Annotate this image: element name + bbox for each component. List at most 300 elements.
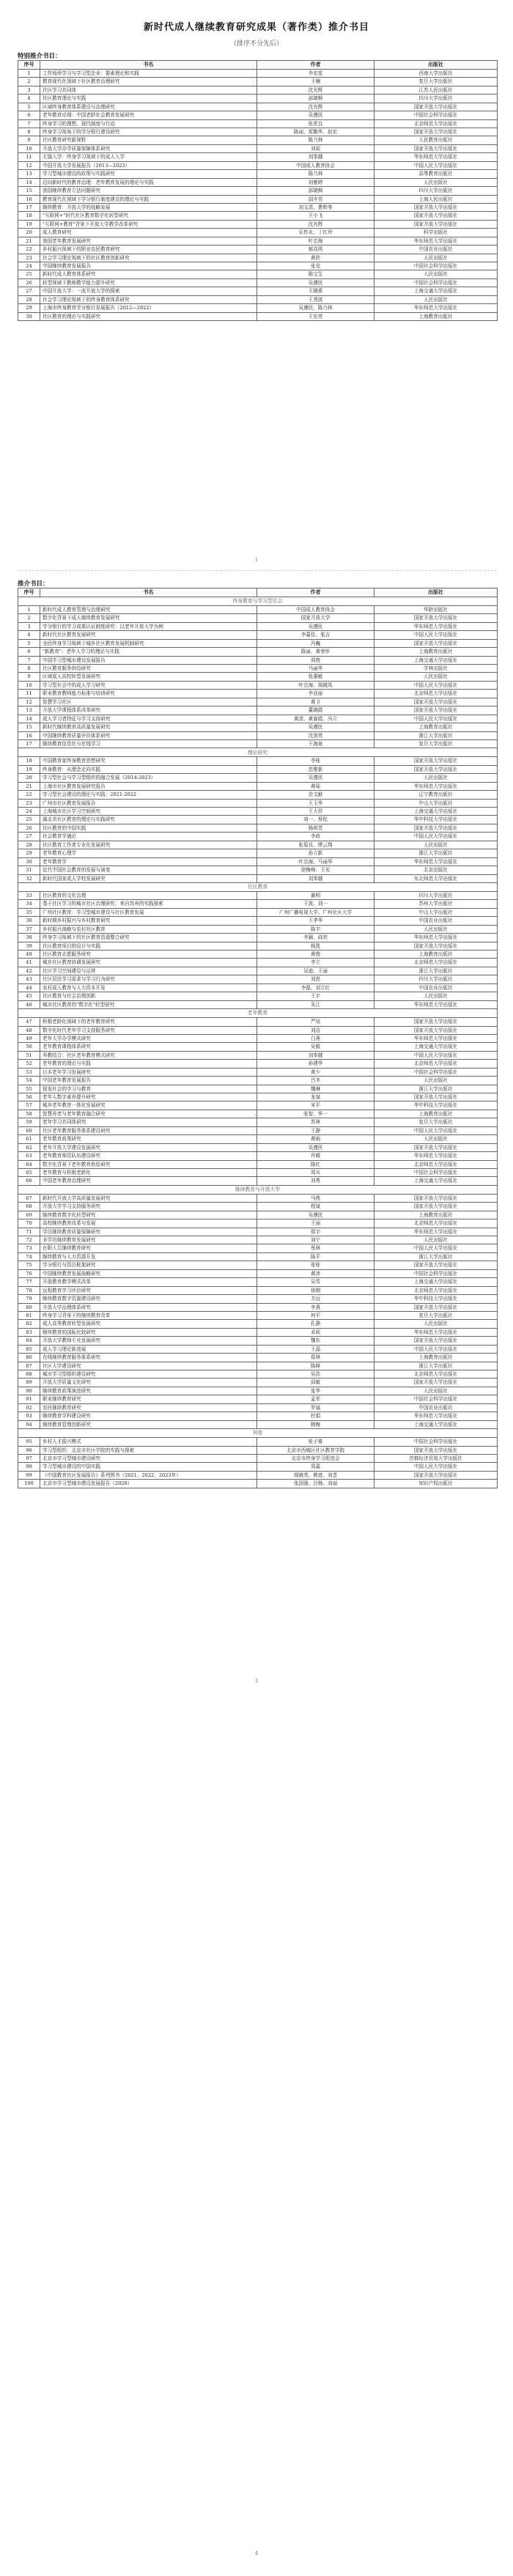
- book-title: 老年教育与积极老龄化: [40, 1168, 257, 1176]
- book-title: 新时代开放大学高质量发展研究: [40, 1194, 257, 1202]
- table-row: [18, 639, 498, 647]
- row-number: 10: [18, 144, 40, 152]
- book-author: 龙斌: [257, 1093, 374, 1101]
- book-author: 胡晓英、韩进、刘晋: [257, 1471, 374, 1479]
- book-title: 社区教育的中国实践: [40, 824, 257, 832]
- book-title: 区域终身教育体系建设与治理研究: [40, 103, 257, 111]
- book-author: 严培: [257, 1018, 374, 1026]
- book-author: 吴迪、王丽: [257, 967, 374, 975]
- book-title: 中国继续教育质量评价体系研究: [40, 731, 257, 739]
- row-number: 28: [18, 295, 40, 303]
- book-author: 李燕: [257, 1303, 374, 1311]
- special-table-wrap: [18, 60, 497, 321]
- row-number: 34: [18, 900, 40, 908]
- table-row: [18, 161, 498, 169]
- book-title: 在线继续教育服务体系研究: [40, 1354, 257, 1362]
- table-row: [18, 681, 498, 689]
- book-publisher: 华中科技大学出版社: [374, 816, 498, 824]
- book-author: 冯巍: [257, 639, 374, 647]
- book-publisher: 华东师范大学出版社: [374, 1412, 498, 1420]
- book-publisher: 中国人民大学出版社: [374, 1126, 498, 1134]
- table-row: [18, 103, 498, 111]
- book-author: 孟军: [257, 1395, 374, 1403]
- book-title: 终身学习的理想、现代制度与行动: [40, 119, 257, 128]
- row-number: 83: [18, 1328, 40, 1336]
- book-author: 陈峰: [257, 1362, 374, 1370]
- row-number: 94: [18, 1420, 40, 1428]
- book-author: 王孝华: [257, 917, 374, 925]
- row-number: 22: [18, 791, 40, 799]
- book-publisher: 国家开放大学出版社: [374, 765, 498, 773]
- book-publisher: 北京出版社: [374, 866, 498, 874]
- book-publisher: 国家开放大学出版社: [374, 698, 498, 706]
- book-author: 刘洁: [257, 1026, 374, 1034]
- row-number: 98: [18, 1463, 40, 1471]
- book-author: 吴遵民: [257, 723, 374, 731]
- row-number: 24: [18, 808, 40, 816]
- book-author: 张惠敏: [257, 673, 374, 681]
- table-row: [18, 799, 498, 807]
- book-author: 刘奉越: [257, 1051, 374, 1059]
- row-number: 88: [18, 1370, 40, 1379]
- book-title: 继续教育信息化与在线学习: [40, 739, 257, 748]
- book-author: 叶忠海、胡晓凤: [257, 681, 374, 689]
- book-author: 陈乃林: [257, 136, 374, 144]
- row-number: 29: [18, 849, 40, 857]
- table-row: [18, 212, 498, 220]
- row-number: 11: [18, 153, 40, 161]
- row-number: 72: [18, 1236, 40, 1244]
- table-row: [18, 278, 498, 287]
- row-number: 56: [18, 1093, 40, 1101]
- book-publisher: 上海教育出版社: [374, 312, 498, 320]
- row-number: 12: [18, 698, 40, 706]
- book-author: 杜娟: [257, 1412, 374, 1420]
- book-title: 终身学习背景下的继续教育改革: [40, 1311, 257, 1319]
- book-title: 老年教育师资队伍建设研究: [40, 1152, 257, 1160]
- book-title: 中国教育家终身教育思想研究: [40, 757, 257, 765]
- book-publisher: 中国社会科学出版社: [374, 1068, 498, 1076]
- book-title: 日本老年学习发展研究: [40, 1068, 257, 1076]
- row-number: 82: [18, 1320, 40, 1328]
- row-number: 55: [18, 1085, 40, 1093]
- book-author: 李磊、刘立红: [257, 983, 374, 992]
- table-row: [18, 1354, 498, 1362]
- row-number: 2: [18, 78, 40, 86]
- book-title: 银发社会的学习与教育: [40, 1085, 257, 1093]
- row-number: 1: [18, 69, 40, 77]
- row-number: 27: [18, 287, 40, 295]
- col-header-number: 序号: [18, 588, 40, 597]
- table-row: [18, 229, 498, 237]
- book-title: 学分银行与资历框架研究: [40, 1261, 257, 1269]
- table-row: [18, 1060, 498, 1068]
- book-publisher: 西南大学出版社: [374, 69, 498, 77]
- book-author: 周兵: [257, 1168, 374, 1176]
- book-publisher: 上海人民出版社: [374, 195, 498, 203]
- row-number: 84: [18, 1337, 40, 1345]
- row-number: 9: [18, 136, 40, 144]
- col-header-number: 序号: [18, 61, 40, 70]
- row-number: 81: [18, 1311, 40, 1319]
- book-publisher: 国家开放大学出版社: [374, 1018, 498, 1026]
- book-title: 上海市终身教育学分银行发展报告（2012—2022）: [40, 304, 257, 312]
- book-author: 刘文清、曹辉等: [257, 203, 374, 211]
- book-title: 城乡社区教育协调发展研究: [40, 959, 257, 967]
- table-row: [18, 1152, 498, 1160]
- book-author: 北京市终身学习促进会: [257, 1454, 374, 1462]
- row-number: 52: [18, 1060, 40, 1068]
- table-row: [18, 715, 498, 723]
- table-row: [18, 78, 498, 86]
- table-row: [18, 765, 498, 773]
- row-number: 26: [18, 278, 40, 287]
- book-publisher: 四川大学出版社: [374, 187, 498, 195]
- book-title: 社区教育服务供给研究: [40, 665, 257, 673]
- table-row: [18, 1387, 498, 1395]
- book-publisher: 浙江大学出版社: [374, 967, 498, 975]
- book-author: 刘勇: [257, 1177, 374, 1185]
- recommended-table-wrap: [18, 588, 497, 1488]
- row-number: 46: [18, 1000, 40, 1008]
- book-author: 吴浩: [257, 1370, 374, 1379]
- book-publisher: 华东师范大学出版社: [374, 1328, 498, 1336]
- book-publisher: 上海教育出版社: [374, 1354, 498, 1362]
- book-title: 高校继续教育改革与发展: [40, 1219, 257, 1228]
- book-title: 老年开放大学建设发展研究: [40, 1143, 257, 1151]
- table-row: [18, 86, 498, 94]
- book-publisher: 人民出版社: [374, 295, 498, 303]
- book-title: 终身学习视域下的社区教育资源整合研究: [40, 934, 257, 942]
- book-title: 终身教育：从理念走向实践: [40, 765, 257, 773]
- book-publisher: 华东师范大学出版社: [374, 622, 498, 630]
- book-author: 王晓燕: [257, 287, 374, 295]
- table-row: [18, 1143, 498, 1151]
- book-title: 数字化背景下成人继续教育发展研究: [40, 614, 257, 622]
- book-author: 许晴: [257, 1152, 374, 1160]
- book-publisher: 上海教育出版社: [374, 1110, 498, 1118]
- book-title: 社区教育研究新视野: [40, 136, 257, 144]
- book-title: 广州市社区教育发展报告: [40, 799, 257, 807]
- table-row: [18, 254, 498, 262]
- table-row: [18, 153, 498, 161]
- book-author: 吴遵民、陈乃林: [257, 304, 374, 312]
- row-number: 30: [18, 857, 40, 866]
- book-publisher: 北京师范大学出版社: [374, 1286, 498, 1294]
- group-heading-row: [18, 597, 498, 605]
- table-row: [18, 1454, 498, 1462]
- book-title: 湖北省社区教育的理论与实践研究: [40, 816, 257, 824]
- book-publisher: 华中科技大学出版社: [374, 1101, 498, 1110]
- table-row: [18, 706, 498, 715]
- col-header-publisher: 出版社: [374, 61, 498, 70]
- book-title: 新时代成人教育管理与治理研究: [40, 605, 257, 613]
- table-row: [18, 874, 498, 882]
- book-publisher: 上海教育出版社: [374, 1211, 498, 1219]
- table-row: [18, 187, 498, 195]
- book-publisher: 中国社会科学出版社: [374, 278, 498, 287]
- book-author: 李亚丽: [257, 690, 374, 698]
- book-author: 广州广播电视大学、广州社区大学: [257, 908, 374, 916]
- book-author: 张桂: [257, 1261, 374, 1269]
- table-row: [18, 1438, 498, 1446]
- row-number: 68: [18, 1203, 40, 1211]
- table-row: [18, 1168, 498, 1176]
- book-author: 邓莉: [257, 1328, 374, 1336]
- book-title: 乡村振兴战略与农村社区教育: [40, 925, 257, 933]
- row-number: 7: [18, 119, 40, 128]
- book-publisher: 华东师范大学出版社: [374, 934, 498, 942]
- book-title: 学历继续教育质量保障研究: [40, 1228, 257, 1236]
- book-title: 我国老年教育发展研究: [40, 237, 257, 245]
- book-author: 张智、华一: [257, 1110, 374, 1118]
- group-heading: 理论研究: [18, 748, 498, 757]
- table-row: [18, 69, 498, 77]
- book-title: 智慧学习社区: [40, 698, 257, 706]
- table-row: [18, 774, 498, 782]
- book-author: 郑宇: [257, 1228, 374, 1236]
- table-row: [18, 1379, 498, 1387]
- book-author: 张子豪: [257, 1438, 374, 1446]
- book-author: 张优良: [257, 119, 374, 128]
- book-publisher: 浙江大学出版社: [374, 849, 498, 857]
- table-row: [18, 925, 498, 933]
- row-number: 18: [18, 757, 40, 765]
- book-publisher: 人民出版社: [374, 841, 498, 849]
- book-publisher: 复旦大学出版社: [374, 739, 498, 748]
- row-number: 29: [18, 304, 40, 312]
- book-author: 孔静: [257, 1320, 374, 1328]
- row-number: 26: [18, 824, 40, 832]
- book-title: 上海城市社区学习空间研究: [40, 808, 257, 816]
- book-publisher: 上海交通大学出版社: [374, 656, 498, 664]
- table-row: [18, 1303, 498, 1311]
- book-publisher: 首都经济贸易大学出版社: [374, 1454, 498, 1462]
- row-number: 23: [18, 254, 40, 262]
- table-row: [18, 1101, 498, 1110]
- row-number: 59: [18, 1118, 40, 1126]
- book-publisher: 国家开放大学出版社: [374, 1337, 498, 1345]
- table-row: [18, 1077, 498, 1085]
- book-title: 北京市学习型城市建设研究: [40, 1454, 257, 1462]
- table-row: [18, 992, 498, 1000]
- book-title: 新时期乡村振兴与乡村教育研究: [40, 917, 257, 925]
- book-title: 中国继续教育发展战略研究: [40, 1269, 257, 1277]
- book-publisher: 国家开放大学出版社: [374, 103, 498, 111]
- book-title: 新时代社区教育发展研究: [40, 631, 257, 639]
- book-author: 刘思: [257, 975, 374, 983]
- book-author: 王大祥: [257, 808, 374, 816]
- book-publisher: 北京师范大学出版社: [374, 959, 498, 967]
- book-publisher: 北京师范大学出版社: [374, 1219, 498, 1228]
- table-row: [18, 816, 498, 824]
- book-author: 方远: [257, 1295, 374, 1303]
- table-row: [18, 128, 498, 136]
- row-number: 73: [18, 1244, 40, 1252]
- row-number: 17: [18, 203, 40, 211]
- book-author: 吴遵民: [257, 1211, 374, 1219]
- book-publisher: 上海交通大学出版社: [374, 1043, 498, 1051]
- book-title: 农村成人教育与人力资本开发: [40, 983, 257, 992]
- book-publisher: 国家开放大学出版社: [374, 757, 498, 765]
- recommended-books-table: [18, 588, 498, 1488]
- row-number: 86: [18, 1354, 40, 1362]
- book-author: 马俊: [257, 1194, 374, 1202]
- book-publisher: 人民出版社: [374, 774, 498, 782]
- row-number: 49: [18, 1034, 40, 1042]
- table-row: [18, 690, 498, 698]
- row-number: 62: [18, 1143, 40, 1151]
- book-author: 韩梅: [257, 1420, 374, 1428]
- table-row: [18, 195, 498, 203]
- book-author: 苏林: [257, 1118, 374, 1126]
- row-number: 14: [18, 715, 40, 723]
- book-author: 张华: [257, 1387, 374, 1395]
- book-title: 中国开放大学发展报告（2013—2023）: [40, 161, 257, 169]
- book-author: 国家开放大学: [257, 614, 374, 622]
- book-publisher: 复旦大学出版社: [374, 78, 498, 86]
- table-row: [18, 849, 498, 857]
- table-row: [18, 1211, 498, 1219]
- book-publisher: 知识产权出版社: [374, 1480, 498, 1488]
- book-title: 迈向新时代的教育治理：老年教育发展的理论与实践: [40, 178, 257, 186]
- book-author: 中国成人教育协会: [257, 605, 374, 613]
- book-author: 马丽华: [257, 665, 374, 673]
- book-publisher: 中国社会科学出版社: [374, 1395, 498, 1403]
- book-publisher: 国家开放大学出版社: [374, 1379, 498, 1387]
- recommended-header-row: [18, 588, 498, 597]
- table-row: [18, 665, 498, 673]
- book-author: 王宏亮: [257, 312, 374, 320]
- table-row: [18, 237, 498, 245]
- row-number: 97: [18, 1454, 40, 1462]
- col-header-publisher: 出版社: [374, 588, 498, 597]
- table-row: [18, 983, 498, 992]
- book-author: 吴遵民: [257, 111, 374, 119]
- book-title: 社区老年教育服务体系建设研究: [40, 1126, 257, 1134]
- book-title: 继续教育数字资源建设研究: [40, 1295, 257, 1303]
- book-publisher: 华东师范大学出版社: [374, 1152, 498, 1160]
- book-title: 城乡老年教育一体化发展研究: [40, 1101, 257, 1110]
- book-title: 学习型社会建设的理论与实践：2021-2022: [40, 791, 257, 799]
- book-title: 老年学习共同体研究: [40, 1118, 257, 1126]
- book-author: 李宏花: [257, 69, 374, 77]
- book-publisher: 国家开放大学出版社: [374, 824, 498, 832]
- book-publisher: 国家开放大学出版社: [374, 212, 498, 220]
- book-title: 非学历继续教育发展研究: [40, 1236, 257, 1244]
- book-publisher: 苏州大学出版社: [374, 900, 498, 908]
- book-title: 社会学习理论视域下的终身教育体系研究: [40, 295, 257, 303]
- book-author: 吴遵民: [257, 622, 374, 630]
- row-number: 51: [18, 1051, 40, 1059]
- col-header-title: 书名: [40, 61, 257, 70]
- row-number: 16: [18, 731, 40, 739]
- row-number: 1: [18, 605, 40, 613]
- table-row: [18, 1320, 498, 1328]
- row-number: 15: [18, 723, 40, 731]
- book-publisher: 北京师范大学出版社: [374, 1060, 498, 1068]
- book-title: 继续教育学科建设研究: [40, 1412, 257, 1420]
- book-author: 宋平: [257, 1101, 374, 1110]
- table-row: [18, 791, 498, 799]
- book-author: 黄俊: [257, 951, 374, 959]
- book-author: 陈丽、黄荣怀: [257, 648, 374, 656]
- row-number: 6: [18, 648, 40, 656]
- row-number: 14: [18, 178, 40, 186]
- book-title: 社区教育的理论与实践研究: [40, 312, 257, 320]
- table-row: [18, 246, 498, 254]
- recommended-table-body: [18, 597, 498, 1488]
- book-title: 老年大学办学模式研究: [40, 1034, 257, 1042]
- table-row: [18, 144, 498, 152]
- book-author: 王晶: [257, 1345, 374, 1353]
- book-title: 养教结合：社区老年教育模式研究: [40, 1051, 257, 1059]
- table-row: [18, 757, 498, 765]
- book-publisher: 人民出版社: [374, 1135, 498, 1143]
- row-number: 58: [18, 1110, 40, 1118]
- row-number: 92: [18, 1403, 40, 1411]
- book-author: 程斌: [257, 1203, 374, 1211]
- book-author: 叶忠海、马丽华: [257, 857, 374, 866]
- table-row: [18, 1471, 498, 1479]
- table-row: [18, 1018, 498, 1026]
- book-author: 李政: [257, 833, 374, 841]
- row-number: 17: [18, 739, 40, 748]
- book-author: 中国成人教育协会: [257, 161, 374, 169]
- book-author: 张国强、吕杨、刘丽: [257, 1480, 374, 1488]
- group-heading: 终身教育与学习型社会: [18, 597, 498, 605]
- book-title: 教育现代化视域下学分银行制度建设的理论与实践: [40, 195, 257, 203]
- book-title: 社区教育理论与实践: [40, 95, 257, 103]
- book-author: 张菊良、缪云翔: [257, 841, 374, 849]
- book-title: 社会学习理论视域下的社区教育创新研究: [40, 254, 257, 262]
- row-number: 44: [18, 983, 40, 992]
- table-row: [18, 631, 498, 639]
- row-number: 99: [18, 1471, 40, 1479]
- book-author: 董晓霞: [257, 706, 374, 715]
- row-number: 53: [18, 1068, 40, 1076]
- book-title: 继续教育与人力资源开发: [40, 1252, 257, 1261]
- row-number: 50: [18, 1043, 40, 1051]
- row-number: 13: [18, 170, 40, 178]
- row-number: 25: [18, 816, 40, 824]
- book-title: 远程教育学习评价研究: [40, 1286, 257, 1294]
- group-heading-row: [18, 748, 498, 757]
- book-publisher: 北京师范大学出版社: [374, 1370, 498, 1379]
- row-number: 21: [18, 237, 40, 245]
- table-row: [18, 723, 498, 731]
- book-title: 老年教育课程体系研究: [40, 1043, 257, 1051]
- book-publisher: 中山大学出版社: [374, 908, 498, 916]
- book-author: 陈宇: [257, 925, 374, 933]
- row-number: 5: [18, 639, 40, 647]
- book-author: 刘莉: [257, 144, 374, 152]
- book-author: 黄欣: [257, 254, 374, 262]
- book-publisher: 人民出版社: [374, 925, 498, 933]
- book-author: 陈平: [257, 1252, 374, 1261]
- book-author: 李嘉佳、张吉: [257, 631, 374, 639]
- book-publisher: 复旦大学出版社: [374, 1118, 498, 1126]
- book-title: 成人教育研究: [40, 229, 257, 237]
- book-title: 社区教育的文化治理: [40, 891, 257, 899]
- table-row: [18, 808, 498, 816]
- book-publisher: 浙江大学出版社: [374, 1252, 498, 1261]
- book-publisher: 学林出版社: [374, 665, 498, 673]
- table-row: [18, 959, 498, 967]
- table-row: [18, 934, 498, 942]
- row-number: 24: [18, 262, 40, 270]
- book-title: 开放教育教学模式改革: [40, 1278, 257, 1286]
